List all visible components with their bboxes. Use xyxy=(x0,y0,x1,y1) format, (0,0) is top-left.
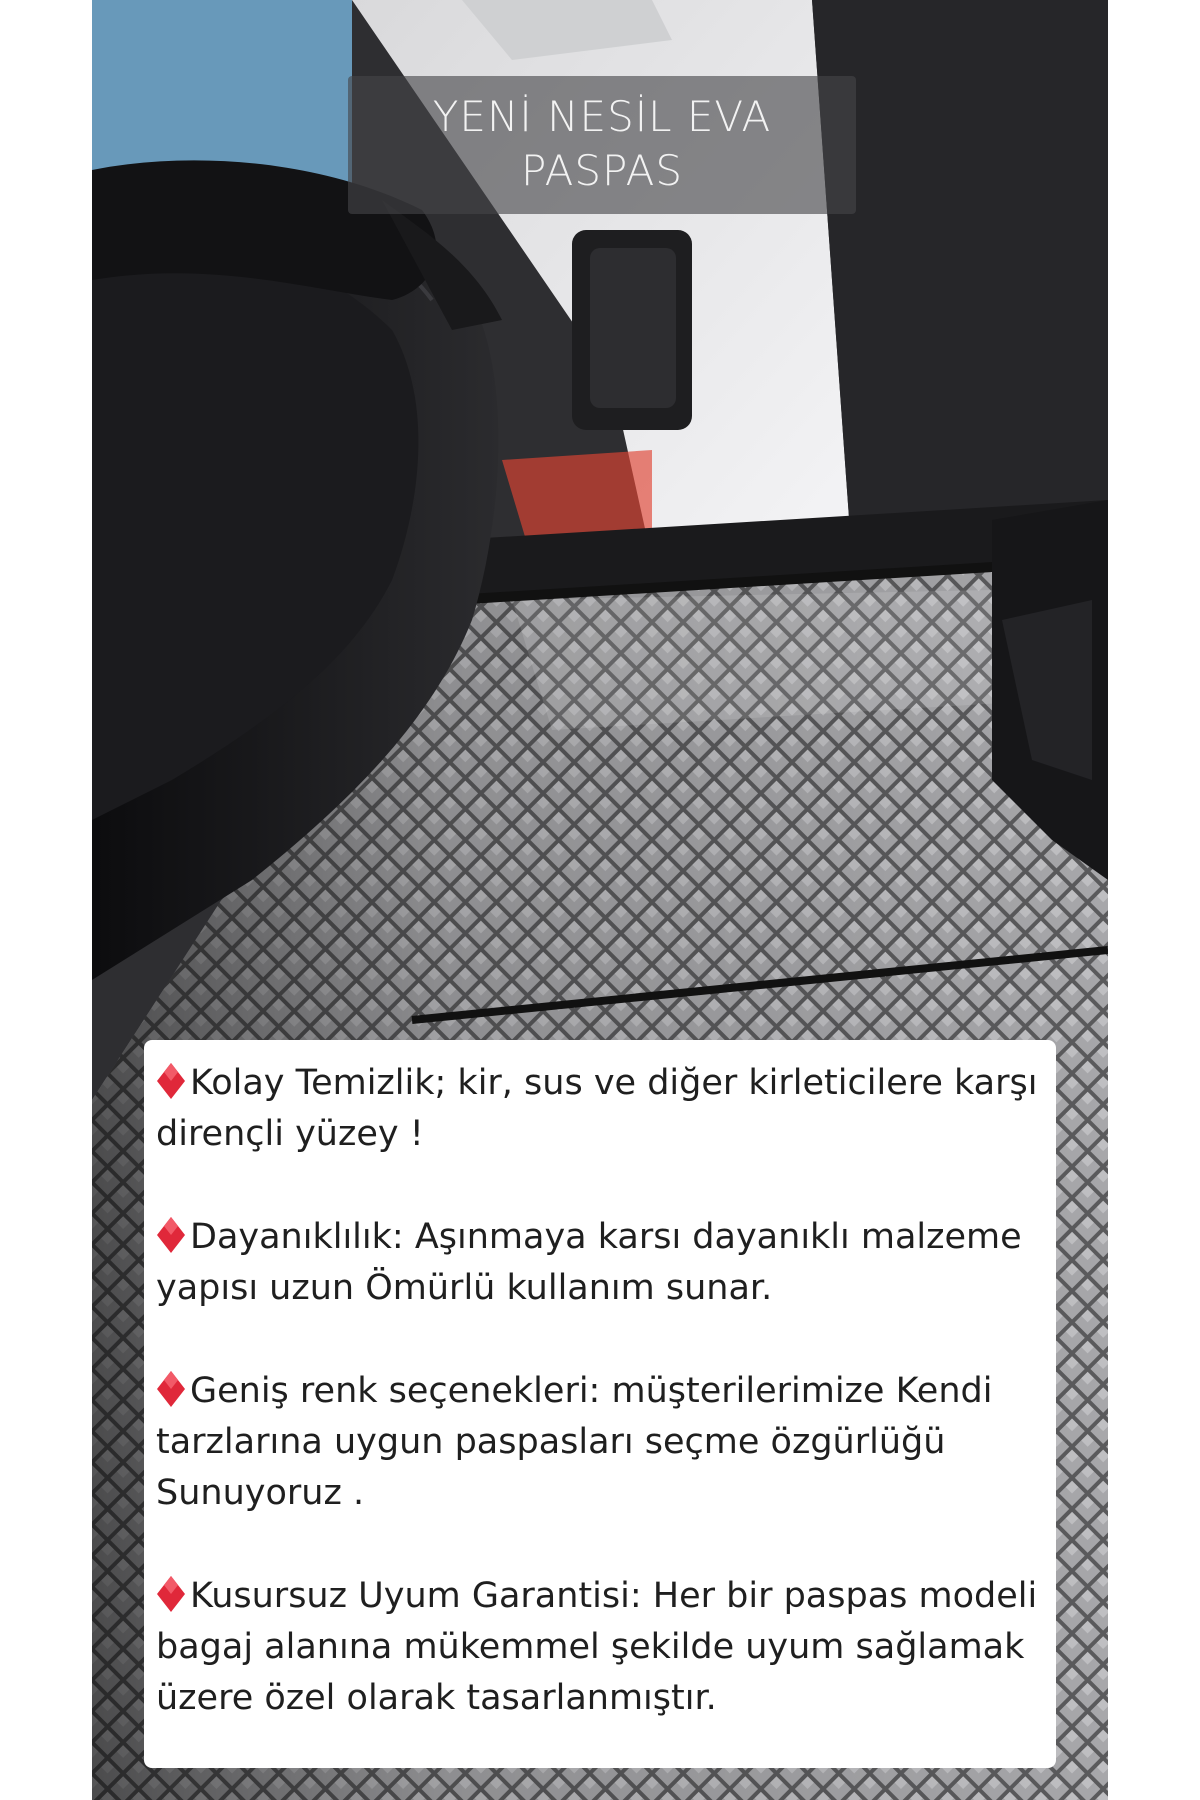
feature-item-color-options xyxy=(156,1366,1042,1519)
red-diamond-icon xyxy=(156,1216,186,1254)
red-diamond-icon xyxy=(156,1575,186,1613)
red-diamond-icon xyxy=(156,1370,186,1408)
feature-text-easy-cleaning: Kolay Temizlik; kir, sus ve diğer kirleticilere karşı dirençli yüzey ! xyxy=(156,1063,1038,1154)
feature-text-color-options: Geniş renk seçenekleri: müşterilerimize Kendi tarzlarına uygun paspasları seçme özgürlüğü Sunuyoruz . xyxy=(156,1371,993,1513)
banner-title-line-1: YENİ NESİL EVA xyxy=(432,92,772,141)
banner-title-line-2: PASPAS xyxy=(520,146,684,195)
feature-item-easy-cleaning xyxy=(156,1058,1042,1160)
red-diamond-icon xyxy=(156,1062,186,1100)
feature-item-durability xyxy=(156,1212,1042,1314)
feature-text-fit-guarantee: Kusursuz Uyum Garantisi: Her bir paspas modeli bagaj alanına mükemmel şekilde uyum sağlamak üzere özel olarak tasarlanmıştır. xyxy=(156,1576,1038,1718)
feature-list-card xyxy=(144,1040,1056,1768)
feature-text-durability: Dayanıklılık: Aşınmaya karsı dayanıklı malzeme yapısı uzun Ömürlü kullanım sunar. xyxy=(156,1217,1022,1308)
title-banner xyxy=(348,76,856,214)
feature-item-fit-guarantee xyxy=(156,1571,1042,1724)
